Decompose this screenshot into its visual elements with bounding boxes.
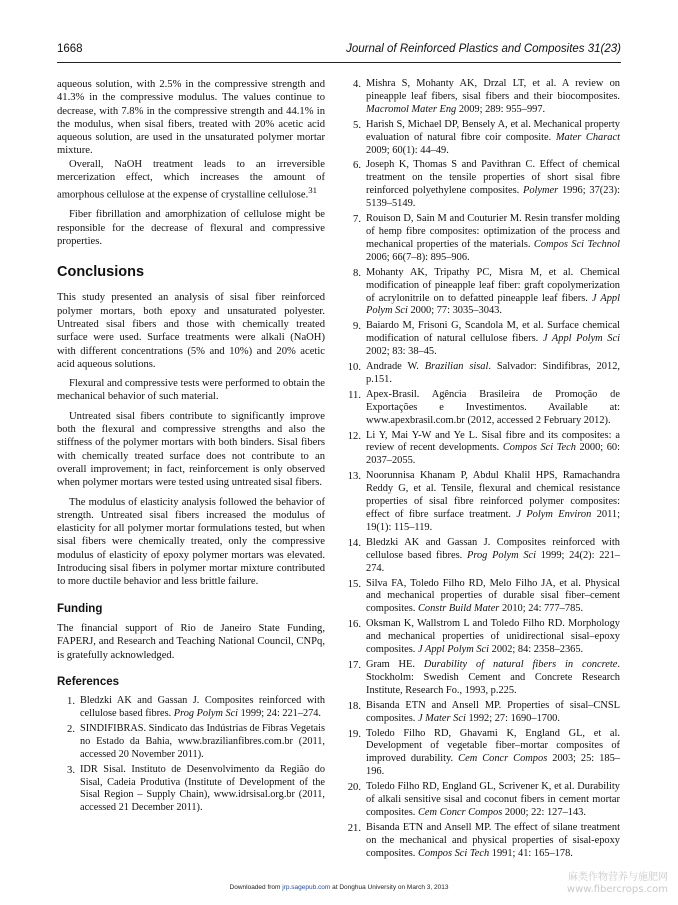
reference-details: 2000; 60: 2037–2055. bbox=[366, 442, 620, 467]
reference-details: 2000; 77: 3035–3043. bbox=[407, 305, 502, 317]
reference-details: 1996; 37(23): 5139–5149. bbox=[366, 185, 620, 210]
body-paragraph: Untreated sisal fibers contribute to significantly improve both the flexural and compressive strengths and also the stiffness of the polymer mortars with both binders. Sisal fibers with chemically treated surface does not contribute to an overall improvement; in fact, reinforcement is only observed when polymer mortars were tested using untreated sisal fibers. bbox=[57, 410, 325, 489]
reference-item bbox=[57, 695, 325, 721]
reference-number: 10. bbox=[347, 362, 361, 374]
reference-text bbox=[366, 618, 620, 657]
reference-body: Oksman K, Wallstrom L and Toledo Filho RD. Morphology and mechanical properties of unidirectional sisal–epoxy composites. bbox=[366, 618, 620, 656]
reference-body: Baiardo M, Frisoni G, Scandola M, et al. Surface chemical modification of natural cellulose fibers. bbox=[366, 320, 620, 345]
reference-number: 12. bbox=[347, 430, 361, 442]
reference-number: 20. bbox=[347, 782, 361, 794]
reference-number: 4. bbox=[353, 79, 361, 90]
body-paragraph bbox=[57, 158, 325, 202]
reference-details: 2011; 19(1): 115–119. bbox=[366, 509, 620, 533]
reference-journal: Cem Concr Compos bbox=[417, 806, 503, 818]
reference-text bbox=[80, 695, 325, 721]
reference-text bbox=[80, 723, 325, 762]
reference-body: IDR Sisal. Instituto de Desenvolvimento da Região do Sisal, Cadeia Produtiva (Institute of Development of the Sisal Region – Supply Chain), www.idrsisal.org.br (2011, accessed 21 December 2011). bbox=[80, 763, 325, 814]
reference-number: 6. bbox=[353, 160, 361, 172]
reference-item bbox=[343, 537, 620, 576]
reference-item bbox=[343, 822, 620, 861]
body-paragraph: aqueous solution, with 2.5% in the compressive strength and 41.3% in the compressive modulus. The values continue to decrease, with 7.8% in the compressive strength and 44.1% in the modulus, when sisal fibers, treated with 20% acetic acid aqueous solution, are used in the unsaturated polymer mortar mixture. bbox=[57, 79, 325, 157]
reference-journal: Brazilian sisal bbox=[424, 361, 489, 373]
reference-body: Noorunnisa Khanam P, Abdul Khalil HPS, Ramachandra Reddy G, et al. Tensile, flexural and chemical resistance properties of sisal fibre reinforced polymer composites: effect of fibre surface treatment. bbox=[366, 470, 620, 520]
reference-details: 2003; 25: 185–196. bbox=[366, 753, 620, 778]
reference-item bbox=[343, 781, 620, 820]
reference-body: Bisanda ETN and Ansell MP. The effect of silane treatment on the mechanical and physical properties of sisal-epoxy composites. bbox=[366, 821, 620, 859]
reference-journal: Macromol Mater Eng bbox=[366, 103, 457, 115]
reference-item bbox=[343, 213, 620, 265]
reference-number: 5. bbox=[353, 119, 361, 131]
reference-number: 17. bbox=[347, 659, 361, 671]
reference-item bbox=[57, 764, 325, 816]
reference-body: Harish S, Michael DP, Bensely A, et al. Mechanical property evaluation of natural fibre coir composite. bbox=[366, 118, 620, 143]
body-paragraph: Fiber fibrillation and amorphization of cellulose might be responsible for the decrease of flexural and compressive properties. bbox=[57, 209, 325, 247]
reference-details: 2002; 83: 38–45. bbox=[366, 346, 437, 358]
reference-list bbox=[343, 78, 620, 861]
reference-number: 14. bbox=[347, 537, 361, 549]
reference-number: 3. bbox=[67, 764, 75, 776]
body-paragraph: Flexural and compressive tests were performed to obtain the mechanical behavior of such material. bbox=[57, 378, 325, 403]
reference-journal: Compos Sci Tech bbox=[417, 847, 490, 859]
reference-body: Mohanty AK, Tripathy PC, Misra M, et al. Chemical modification of pineapple leaf fiber: graft copolymerization of acrylonitrile on to defatted pineapple leaf fibers. bbox=[366, 266, 620, 304]
footer-text: Downloaded from bbox=[229, 884, 283, 891]
section-heading-conclusions: Conclusions bbox=[57, 264, 145, 281]
reference-number: 7. bbox=[353, 214, 361, 226]
reference-journal: J Polym Environ bbox=[516, 509, 592, 520]
reference-journal: Compos Sci Technol bbox=[533, 238, 620, 250]
reference-item bbox=[343, 728, 620, 780]
reference-number: 2. bbox=[67, 723, 75, 735]
reference-text bbox=[366, 361, 620, 387]
reference-item bbox=[343, 320, 620, 359]
reference-number: 13. bbox=[347, 471, 361, 483]
reference-details: . Stockholm: Swedish Cement and Concrete Research Institute, Research Fo., 1993, p.225. bbox=[366, 658, 620, 696]
reference-text bbox=[366, 537, 620, 576]
reference-text bbox=[366, 389, 620, 428]
reference-body: Li Y, Mai Y-W and Ye L. Sisal fibre and its composites: a review of recent developments. bbox=[366, 429, 620, 454]
reference-journal: Prog Polym Sci bbox=[466, 549, 537, 561]
reference-body: Mishra S, Mohanty AK, Drzal LT, et al. A review on pineapple leaf fibers, sisal fibers and their biocomposites. bbox=[366, 78, 620, 102]
journal-title: Journal of Reinforced Plastics and Composites 31(23) bbox=[346, 43, 621, 55]
reference-text bbox=[366, 700, 620, 726]
reference-body: Rouison D, Sain M and Couturier M. Resin transfer molding of hemp fibre composites: optimization of the process and mechanical properties of the materials. bbox=[366, 213, 620, 250]
reference-number: 15. bbox=[347, 578, 361, 590]
left-column bbox=[57, 78, 325, 817]
reference-body: Toledo Filho RD, England GL, Scrivener K, et al. Durability of alkali sensitive sisal and coconut fibers in cement mortar composites. bbox=[366, 781, 620, 818]
reference-text bbox=[366, 659, 620, 698]
reference-details: 1991; 41: 165–178. bbox=[489, 847, 573, 859]
reference-journal: Cem Concr Compos bbox=[458, 753, 548, 765]
reference-item bbox=[343, 119, 620, 158]
reference-text bbox=[366, 159, 620, 211]
reference-list bbox=[57, 695, 325, 815]
reference-journal: J Appl Polym Sci bbox=[542, 333, 620, 345]
reference-number: 9. bbox=[353, 321, 361, 333]
reference-text bbox=[366, 213, 620, 265]
section-heading-references: References bbox=[57, 675, 120, 688]
reference-text bbox=[366, 822, 620, 861]
reference-body: Andrade W. bbox=[366, 361, 425, 373]
reference-details: 1999; 24(2): 221–274. bbox=[366, 549, 620, 574]
right-column bbox=[343, 78, 620, 863]
reference-number: 16. bbox=[347, 619, 361, 631]
reference-body: Toledo Filho RD, Ghavami K, England GL, et al. Development of vegetable fiber–mortar composites of improved durability. bbox=[366, 727, 620, 765]
reference-details: 2000; 22: 127–143. bbox=[502, 806, 586, 818]
reference-text bbox=[80, 764, 325, 816]
reference-item bbox=[343, 578, 620, 617]
reference-number: 21. bbox=[347, 822, 361, 834]
reference-text bbox=[366, 781, 620, 820]
reference-item bbox=[343, 470, 620, 535]
body-paragraph: The modulus of elasticity analysis followed the behavior of strength. Untreated sisal fibers increased the modulus of elasticity for all polymer mortar formulations tested, but when sisal fibers were chemically treated, only the compressive modulus of elasticity of epoxy polymer mortars was elevated. Introducing sisal fibers in polymer mortar mixture contributed to more ductile behavior and less brittle failure. bbox=[57, 496, 325, 588]
reference-details: 2002; 84: 2358–2365. bbox=[489, 644, 584, 656]
reference-journal: Compos Sci Tech bbox=[502, 442, 576, 454]
reference-item bbox=[57, 723, 325, 762]
watermark-line: www.fibercrops.com bbox=[566, 884, 668, 895]
reference-body: Joseph K, Thomas S and Pavithran C. Effect of chemical treatment on the tensile properties of short sisal fibre reinforced polyethylene composites. bbox=[366, 159, 620, 197]
reference-number: 11. bbox=[348, 389, 361, 401]
reference-body: Bisanda ETN and Ansell MP. Properties of sisal–CNSL composites. bbox=[366, 699, 620, 724]
reference-details: 2006; 66(7–8): 895–906. bbox=[366, 251, 470, 263]
reference-item bbox=[343, 78, 620, 117]
paragraph-text: Overall, NaOH treatment leads to an irreversible mercerization effect, which increases the amount of amorphous cellulose at the expense of crystalline cellulose. bbox=[57, 158, 325, 201]
watermark-line: 麻类作物营养与施肥网 bbox=[568, 872, 668, 883]
reference-journal: J Mater Sci bbox=[417, 712, 466, 724]
reference-journal: J Appl Polym Sci bbox=[366, 292, 620, 317]
watermark bbox=[567, 872, 668, 896]
funding-text: The financial support of Rio de Janeiro State Funding, FAPERJ, and Research and Teaching National Council, CNPq, is gratefully acknowledged. bbox=[57, 622, 325, 661]
reference-text bbox=[366, 578, 620, 617]
reference-body: Bledzki AK and Gassan J. Composites reinforced with cellulose based fibres. bbox=[80, 695, 325, 720]
reference-number: 18. bbox=[347, 700, 361, 712]
reference-body: Bledzki AK and Gassan J. Composites reinforced with cellulose based fibres. bbox=[366, 536, 620, 561]
running-header bbox=[57, 40, 621, 63]
reference-journal: Prog Polym Sci bbox=[173, 708, 239, 720]
reference-text bbox=[366, 78, 620, 117]
reference-journal: Polymer bbox=[523, 185, 559, 197]
page-number: 1668 bbox=[57, 43, 83, 55]
reference-body: Gram HE. bbox=[366, 658, 424, 670]
reference-details: . Salvador: Sindifibras, 2012, p.151. bbox=[366, 361, 620, 385]
section-heading-funding: Funding bbox=[57, 602, 103, 615]
reference-body: SINDIFIBRAS. Sindicato das Indústrias de Fibras Vegetais no Estado da Bahia, www.brazilianfibres.com.br (2011, accessed 20 November 2011). bbox=[80, 722, 325, 760]
reference-details: 2009; 289: 955–997. bbox=[456, 103, 546, 115]
footer-text: at Donghua University on March 3, 2013 bbox=[330, 884, 449, 891]
reference-text bbox=[366, 430, 620, 469]
reference-journal: J Appl Polym Sci bbox=[417, 644, 490, 656]
reference-number: 8. bbox=[353, 267, 361, 279]
reference-text bbox=[366, 470, 620, 535]
reference-item bbox=[343, 659, 620, 698]
reference-body: Silva FA, Toledo Filho RD, Melo Filho JA, et al. Physical and mechanical properties of durable sisal fiber–cement composites. bbox=[366, 577, 620, 615]
reference-item bbox=[343, 430, 620, 469]
reference-details: 2010; 24: 777–785. bbox=[499, 603, 584, 615]
reference-journal: Mater Charact bbox=[555, 131, 620, 143]
reference-item bbox=[343, 618, 620, 657]
body-paragraph: This study presented an analysis of sisal fiber reinforced polymer mortars, both epoxy and unsaturated polyester. Untreated sisal fibers and those with chemically treated surface were used. Surface treatments were alkali (NaOH) with different concentrations (5% and 10%) and 20% acetic acid aqueous solutions. bbox=[57, 292, 325, 370]
reference-number: 19. bbox=[347, 728, 361, 740]
reference-item bbox=[343, 159, 620, 211]
reference-journal: Constr Build Mater bbox=[417, 603, 500, 615]
reference-details: 2009; 60(1): 44–49. bbox=[366, 144, 449, 156]
reference-body: Apex-Brasil. Agência Brasileira de Promoção de Exportações e Investimentos. Available at: www.apexbrasil.com.br (2012, accessed 2 February 2012). bbox=[366, 388, 620, 426]
reference-details: 1992; 27: 1690–1700. bbox=[465, 712, 560, 724]
reference-text bbox=[366, 320, 620, 359]
reference-item bbox=[343, 700, 620, 726]
footer-link[interactable]: jrp.sagepub.com bbox=[282, 884, 331, 891]
reference-text bbox=[366, 267, 620, 319]
reference-item bbox=[343, 361, 620, 387]
reference-item bbox=[343, 389, 620, 428]
reference-details: 1999; 24: 221–274. bbox=[238, 708, 321, 720]
reference-text bbox=[366, 119, 620, 158]
reference-item bbox=[343, 267, 620, 319]
reference-journal: Durability of natural fibers in concrete bbox=[423, 658, 618, 670]
citation-superscript: 31 bbox=[308, 185, 318, 196]
reference-text bbox=[366, 728, 620, 780]
reference-number: 1. bbox=[67, 696, 75, 708]
